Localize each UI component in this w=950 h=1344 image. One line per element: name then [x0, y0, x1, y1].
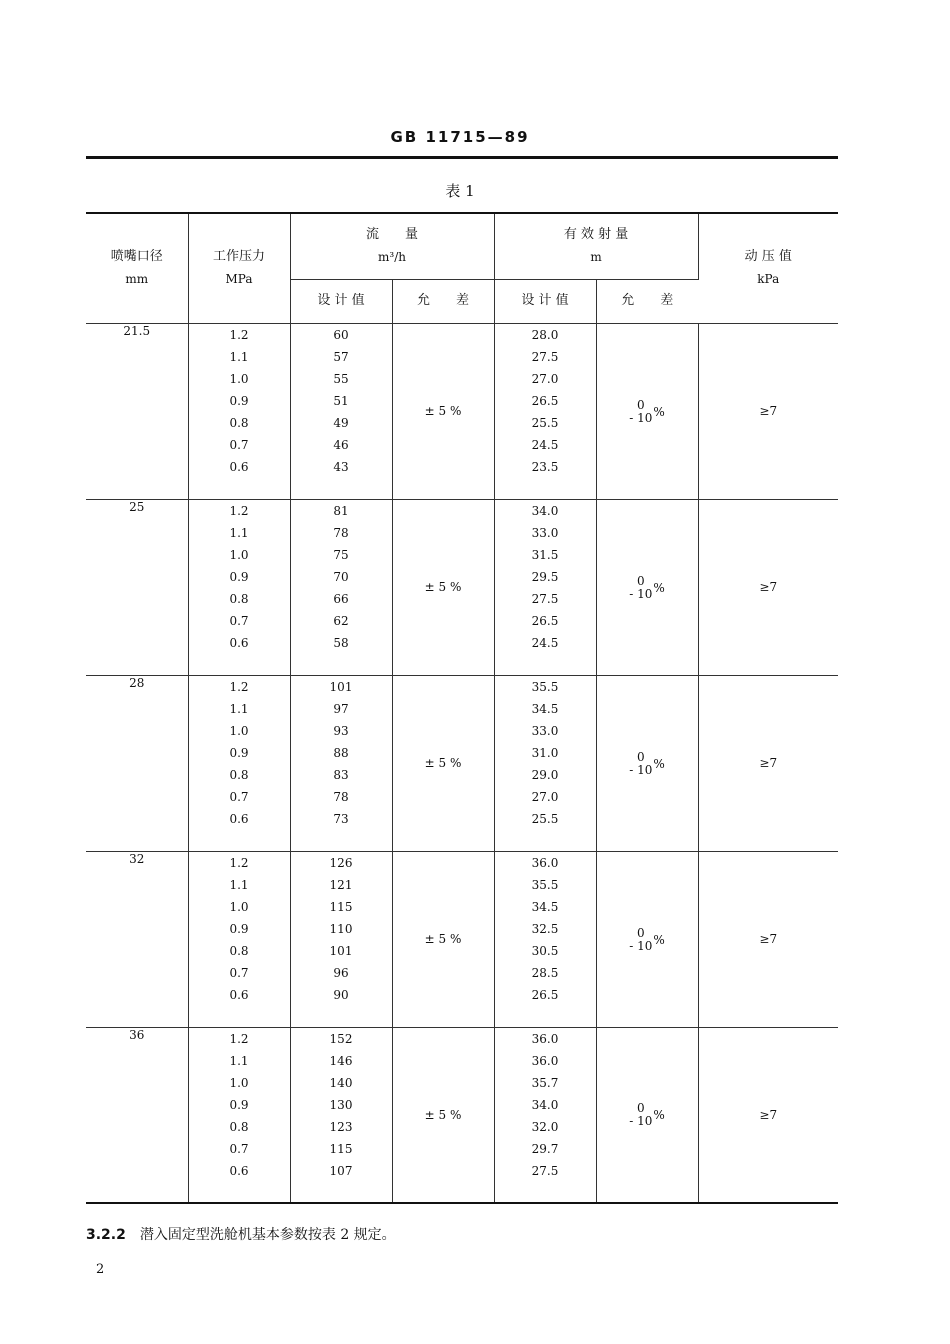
dynamic-pressure-cell: ≥7 [698, 1027, 838, 1203]
flow-design-cell-value: 62 [333, 613, 349, 628]
flow-design-cell [290, 323, 392, 499]
range-design-cell-value: 24.5 [531, 437, 559, 452]
pressure-cell-value: 0.7 [229, 613, 249, 628]
pressure-cell-value: 1.2 [229, 1031, 249, 1046]
pressure-cell-value: 0.8 [229, 1119, 249, 1134]
range-design-cell-value: 27.0 [531, 789, 559, 804]
pressure-cell-value: 1.0 [229, 723, 249, 738]
range-design-cell [494, 1027, 596, 1203]
nozzle-cell: 36 [86, 1027, 188, 1203]
nozzle-cell: 25 [86, 499, 188, 675]
tolerance-lower: - 10 [629, 410, 653, 425]
range-design-cell-value: 26.5 [531, 613, 559, 628]
tolerance-lower: - 10 [629, 762, 653, 777]
pressure-cell-value: 1.1 [229, 877, 249, 892]
range-design-cell-value: 34.0 [531, 1097, 559, 1112]
dynamic-pressure-cell: ≥7 [698, 499, 838, 675]
pressure-cell-value: 1.2 [229, 855, 249, 870]
header-flow: 流 量 m³/h [290, 213, 494, 279]
flow-design-cell-value: 49 [333, 415, 349, 430]
pressure-cell-value: 0.9 [229, 1097, 249, 1112]
pressure-cell [188, 1027, 290, 1203]
range-tolerance-cell [596, 499, 698, 675]
flow-design-cell-value: 70 [333, 569, 349, 584]
range-design-cell-value: 34.5 [531, 701, 559, 716]
pressure-cell [188, 323, 290, 499]
pressure-cell [188, 675, 290, 851]
table-row [86, 323, 838, 499]
pressure-cell-value: 1.2 [229, 679, 249, 694]
flow-design-cell-value: 83 [333, 767, 349, 782]
pressure-cell-value: 0.8 [229, 943, 249, 958]
header-range-tolerance: 允 差 [596, 279, 698, 323]
range-design-cell-value: 28.0 [531, 327, 559, 342]
header-range-design: 设 计 值 [494, 279, 596, 323]
pressure-cell-value: 0.7 [229, 437, 249, 452]
pressure-cell-value: 0.9 [229, 921, 249, 936]
tolerance-lower: - 10 [629, 586, 653, 601]
flow-design-cell-value: 101 [329, 679, 353, 694]
pressure-cell-value: 0.7 [229, 965, 249, 980]
flow-design-cell [290, 851, 392, 1027]
flow-design-cell-value: 121 [329, 877, 353, 892]
range-design-cell-value: 25.5 [531, 811, 559, 826]
pressure-cell-value: 1.0 [229, 547, 249, 562]
header-flow-design: 设 计 值 [290, 279, 392, 323]
flow-design-cell-value: 130 [329, 1097, 353, 1112]
tolerance-unit: % [653, 1108, 665, 1123]
table-row [86, 1027, 838, 1203]
range-design-cell-value: 27.0 [531, 371, 559, 386]
pressure-cell-value: 1.1 [229, 701, 249, 716]
clause-number: 3.2.2 [86, 1227, 126, 1243]
header-flow-tolerance: 允 差 [392, 279, 494, 323]
range-design-cell-value: 26.5 [531, 393, 559, 408]
range-design-cell-value: 29.0 [531, 767, 559, 782]
flow-design-cell-value: 58 [333, 635, 349, 650]
flow-design-cell-value: 75 [333, 547, 349, 562]
range-design-cell-value: 25.5 [531, 415, 559, 430]
flow-design-cell-value: 101 [329, 943, 353, 958]
flow-design-cell-value: 57 [333, 349, 349, 364]
flow-design-cell-value: 110 [329, 921, 353, 936]
range-design-cell-value: 32.0 [531, 1119, 559, 1134]
range-design-cell-value: 27.5 [531, 1163, 559, 1178]
nozzle-cell: 21.5 [86, 323, 188, 499]
range-design-cell-value: 33.0 [531, 525, 559, 540]
pressure-cell-value: 0.6 [229, 811, 249, 826]
header-pressure: 工作压力 MPa [188, 213, 290, 323]
dynamic-pressure-cell: ≥7 [698, 323, 838, 499]
range-design-cell-value: 27.5 [531, 591, 559, 606]
flow-design-cell-value: 81 [333, 503, 349, 518]
flow-design-cell [290, 675, 392, 851]
flow-tolerance-cell: ± 5 % [392, 499, 494, 675]
tolerance-upper: 0 [636, 397, 645, 412]
flow-design-cell-value: 43 [333, 459, 349, 474]
range-design-cell-value: 36.0 [531, 1053, 559, 1068]
tolerance-unit: % [653, 756, 665, 771]
flow-design-cell-value: 97 [333, 701, 349, 716]
flow-design-cell-value: 78 [333, 789, 349, 804]
flow-design-cell-value: 73 [333, 811, 349, 826]
flow-design-cell-value: 88 [333, 745, 349, 760]
header-nozzle: 喷嘴口径 mm [86, 213, 188, 323]
flow-design-cell-value: 123 [329, 1119, 353, 1134]
tolerance-upper: 0 [636, 749, 645, 764]
nozzle-cell: 32 [86, 851, 188, 1027]
table-row [86, 499, 838, 675]
pressure-cell-value: 0.7 [229, 789, 249, 804]
pressure-cell-value: 0.9 [229, 569, 249, 584]
range-tolerance-cell [596, 851, 698, 1027]
range-design-cell-value: 28.5 [531, 965, 559, 980]
range-design-cell-value: 29.7 [531, 1141, 559, 1156]
tolerance-unit: % [653, 404, 665, 419]
header-dynamic-pressure: 动 压 值 kPa [698, 213, 838, 323]
pressure-cell-value: 1.1 [229, 349, 249, 364]
flow-design-cell-value: 90 [333, 987, 349, 1002]
range-design-cell-value: 23.5 [531, 459, 559, 474]
range-design-cell [494, 675, 596, 851]
range-design-cell [494, 499, 596, 675]
range-design-cell-value: 26.5 [531, 987, 559, 1002]
flow-design-cell-value: 60 [333, 327, 349, 342]
table-row [86, 851, 838, 1027]
pressure-cell-value: 1.0 [229, 899, 249, 914]
range-design-cell-value: 34.0 [531, 503, 559, 518]
pressure-cell-value: 0.7 [229, 1141, 249, 1156]
range-design-cell-value: 30.5 [531, 943, 559, 958]
tolerance-unit: % [653, 932, 665, 947]
flow-design-cell-value: 115 [329, 1141, 353, 1156]
range-design-cell-value: 33.0 [531, 723, 559, 738]
header-range: 有 效 射 量 m [494, 213, 698, 279]
tolerance-upper: 0 [636, 925, 645, 940]
flow-design-cell-value: 78 [333, 525, 349, 540]
range-tolerance-cell [596, 323, 698, 499]
range-design-cell-value: 35.7 [531, 1075, 559, 1090]
range-design-cell-value: 34.5 [531, 899, 559, 914]
range-design-cell-value: 27.5 [531, 349, 559, 364]
range-design-cell-value: 31.0 [531, 745, 559, 760]
flow-design-cell-value: 140 [329, 1075, 353, 1090]
tolerance-upper: 0 [636, 1101, 645, 1116]
range-design-cell-value: 36.0 [531, 855, 559, 870]
flow-design-cell-value: 66 [333, 591, 349, 606]
flow-design-cell-value: 51 [333, 393, 349, 408]
pressure-cell-value: 0.6 [229, 635, 249, 650]
range-design-cell-value: 35.5 [531, 679, 559, 694]
flow-design-cell [290, 1027, 392, 1203]
range-design-cell [494, 851, 596, 1027]
table-row [86, 675, 838, 851]
flow-design-cell-value: 126 [329, 855, 353, 870]
pressure-cell-value: 1.1 [229, 1053, 249, 1068]
pressure-cell-value: 1.1 [229, 525, 249, 540]
flow-tolerance-cell: ± 5 % [392, 323, 494, 499]
pressure-cell [188, 499, 290, 675]
clause [86, 1224, 396, 1244]
pressure-cell-value: 0.6 [229, 459, 249, 474]
flow-design-cell-value: 115 [329, 899, 353, 914]
pressure-cell-value: 0.8 [229, 415, 249, 430]
range-design-cell-value: 31.5 [531, 547, 559, 562]
pressure-cell-value: 0.6 [229, 987, 249, 1002]
flow-tolerance-cell: ± 5 % [392, 675, 494, 851]
flow-design-cell-value: 107 [329, 1163, 353, 1178]
tolerance-upper: 0 [636, 573, 645, 588]
pressure-cell-value: 0.8 [229, 767, 249, 782]
page-number: 2 [96, 1262, 105, 1277]
pressure-cell [188, 851, 290, 1027]
flow-design-cell-value: 55 [333, 371, 349, 386]
pressure-cell-value: 0.9 [229, 393, 249, 408]
tolerance-lower: - 10 [629, 1114, 653, 1129]
range-tolerance-cell [596, 675, 698, 851]
flow-design-cell-value: 96 [333, 965, 349, 980]
flow-tolerance-cell: ± 5 % [392, 851, 494, 1027]
pressure-cell-value: 0.8 [229, 591, 249, 606]
range-design-cell-value: 24.5 [531, 635, 559, 650]
table-caption: 表 1 [445, 182, 475, 200]
range-tolerance-cell [596, 1027, 698, 1203]
pressure-cell-value: 1.2 [229, 327, 249, 342]
range-design-cell [494, 323, 596, 499]
tolerance-unit: % [653, 580, 665, 595]
flow-design-cell-value: 152 [329, 1031, 353, 1046]
dynamic-pressure-cell: ≥7 [698, 675, 838, 851]
tolerance-lower: - 10 [629, 938, 653, 953]
document-code: GB 11715—89 [390, 128, 530, 146]
header-rule [86, 156, 838, 159]
parameter-table [86, 212, 838, 1204]
flow-tolerance-cell: ± 5 % [392, 1027, 494, 1203]
table-body [86, 323, 838, 1203]
nozzle-cell: 28 [86, 675, 188, 851]
pressure-cell-value: 0.6 [229, 1163, 249, 1178]
range-design-cell-value: 35.5 [531, 877, 559, 892]
dynamic-pressure-cell: ≥7 [698, 851, 838, 1027]
clause-text: 潜入固定型洗舱机基本参数按表 2 规定。 [139, 1227, 396, 1243]
range-design-cell-value: 36.0 [531, 1031, 559, 1046]
range-design-cell-value: 32.5 [531, 921, 559, 936]
flow-design-cell-value: 93 [333, 723, 349, 738]
pressure-cell-value: 0.9 [229, 745, 249, 760]
range-design-cell-value: 29.5 [531, 569, 559, 584]
flow-design-cell-value: 146 [329, 1053, 353, 1068]
pressure-cell-value: 1.0 [229, 1075, 249, 1090]
flow-design-cell-value: 46 [333, 437, 349, 452]
pressure-cell-value: 1.0 [229, 371, 249, 386]
flow-design-cell [290, 499, 392, 675]
pressure-cell-value: 1.2 [229, 503, 249, 518]
